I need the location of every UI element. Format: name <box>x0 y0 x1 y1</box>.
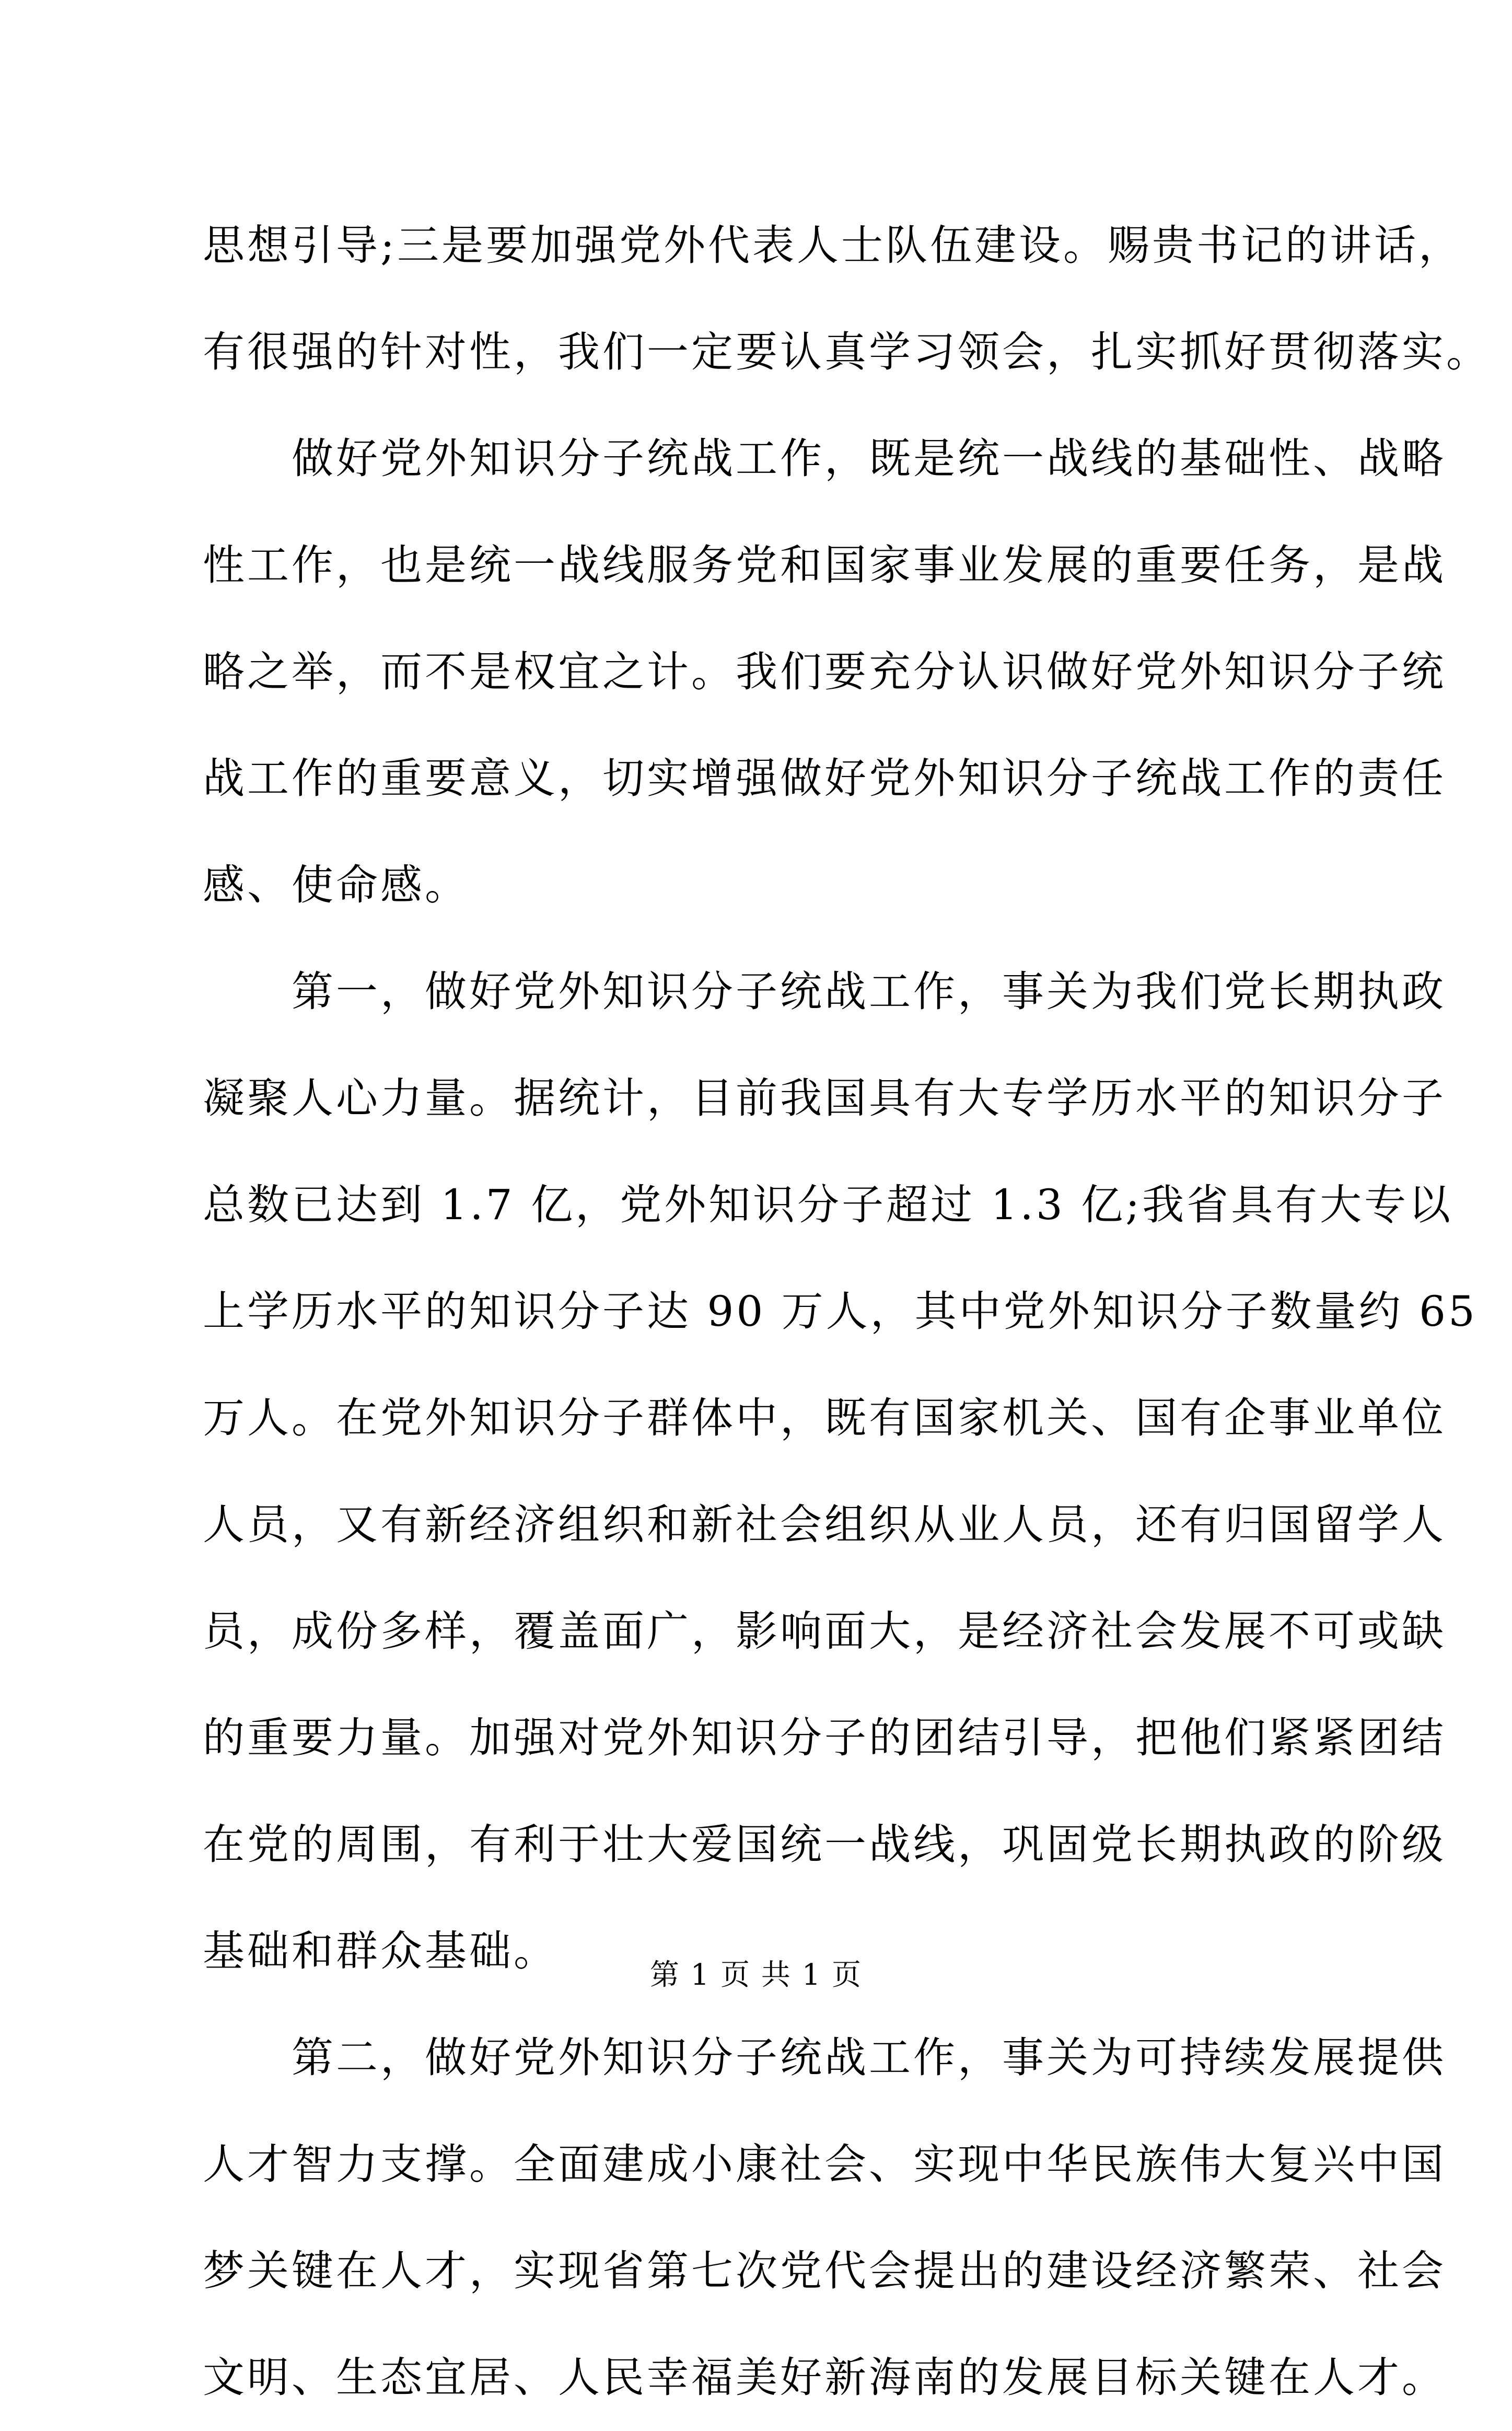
text-line: 略之举，而不是权宜之计。我们要充分认识做好党外知识分子统 <box>203 647 1446 696</box>
paragraph-first-line: 第一，做好党外知识分子统战工作，事关为我们党长期执政 <box>292 967 1446 1016</box>
page-footer <box>0 1954 1512 1996</box>
text-line: 人员，又有新经济组织和新社会组织从业人员，还有归国留学人 <box>203 1500 1446 1549</box>
text-line: 人才智力支撑。全面建成小康社会、实现中华民族伟大复兴中国 <box>203 2140 1446 2189</box>
document-body <box>203 192 1491 2431</box>
text-line: 梦关键在人才，实现省第七次党代会提出的建设经济繁荣、社会 <box>203 2247 1446 2295</box>
text-line: 上学历水平的知识分子达 90 万人，其中党外知识分子数量约 65 <box>203 1287 1478 1336</box>
text-line: 万人。在党外知识分子群体中，既有国家机关、国有企事业单位 <box>203 1394 1446 1442</box>
text-line: 员，成份多样，覆盖面广，影响面大，是经济社会发展不可或缺 <box>203 1607 1446 1656</box>
text-line: 总数已达到 1.7 亿，党外知识分子超过 1.3 亿;我省具有大专以 <box>203 1180 1453 1229</box>
text-line: 性工作，也是统一战线服务党和国家事业发展的重要任务，是战 <box>203 541 1446 589</box>
text-line: 思想引导;三是要加强党外代表人士队伍建设。赐贵书记的讲话， <box>203 221 1463 270</box>
text-line: 感、使命感。 <box>203 861 469 909</box>
paragraph-first-line: 第二，做好党外知识分子统战工作，事关为可持续发展提供 <box>292 2033 1446 2082</box>
text-line: 的重要力量。加强对党外知识分子的团结引导，把他们紧紧团结 <box>203 1714 1446 1762</box>
text-line: 文明、生态宜居、人民幸福美好新海南的发展目标关键在人才。 <box>203 2353 1446 2402</box>
page-number: 第 1 页 共 1 页 <box>649 1958 863 1992</box>
text-line: 基础和群众基础。 <box>203 1927 558 1975</box>
text-line: 战工作的重要意义，切实增强做好党外知识分子统战工作的责任 <box>203 754 1446 803</box>
text-line: 在党的周围，有利于壮大爱国统一战线，巩固党长期执政的阶级 <box>203 1820 1446 1869</box>
text-line: 有很强的针对性，我们一定要认真学习领会，扎实抓好贯彻落实。 <box>203 328 1491 376</box>
paragraph-first-line: 做好党外知识分子统战工作，既是统一战线的基础性、战略 <box>292 434 1446 483</box>
text-line: 凝聚人心力量。据统计，目前我国具有大专学历水平的知识分子 <box>203 1074 1446 1122</box>
